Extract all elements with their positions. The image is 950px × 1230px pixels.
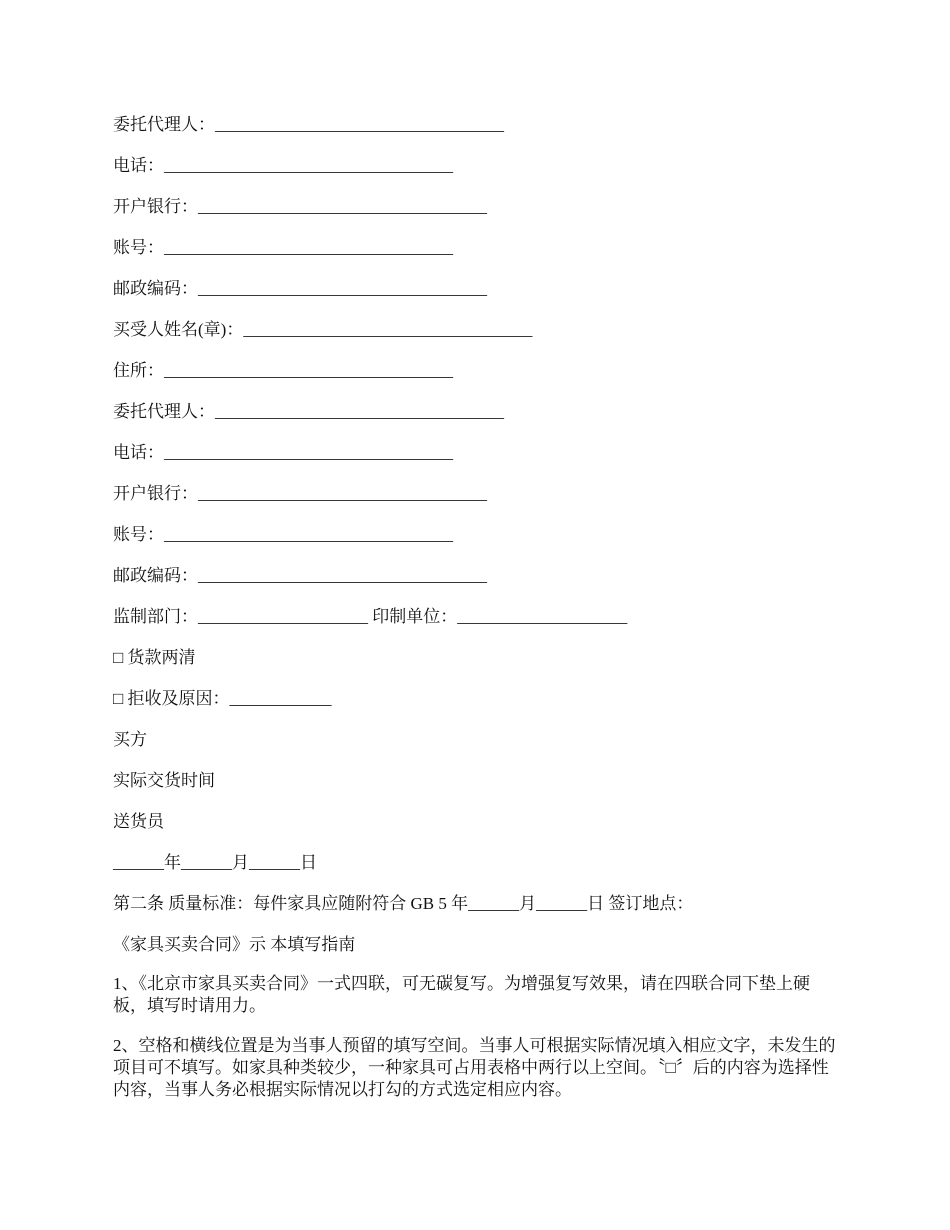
delivery-person-label: 送货员	[113, 812, 164, 831]
supervisor-printer-line: 监制部门：____________________ 印制单位：____________________	[113, 607, 628, 626]
agent-line: 委托代理人：__________________________________	[113, 402, 504, 421]
bank-line: 开户银行：__________________________________	[113, 484, 487, 503]
phone-line: 电话：__________________________________	[113, 443, 453, 462]
bank-line: 开户银行：__________________________________	[113, 197, 487, 216]
address-line: 住所：__________________________________	[113, 361, 453, 380]
guide-title: 《家具买卖合同》示 本填写指南	[113, 935, 356, 954]
reject-reason-checkbox-line: □ 拒收及原因：____________	[113, 689, 332, 708]
actual-delivery-time-label: 实际交货时间	[113, 771, 215, 790]
document-body	[113, 112, 838, 1119]
account-line: 账号：__________________________________	[113, 238, 453, 257]
date-line: ______年______月______日	[113, 853, 317, 872]
phone-line: 电话：__________________________________	[113, 156, 453, 175]
account-line: 账号：__________________________________	[113, 525, 453, 544]
payment-settled-checkbox-line: □ 货款两清	[113, 648, 196, 667]
buyer-name-line: 买受人姓名(章)：__________________________________	[113, 320, 533, 339]
postcode-line: 邮政编码：__________________________________	[113, 279, 487, 298]
guide-paragraph-2: 2、空格和横线位置是为当事人预留的填写空间。当事人可根据实际情况填入相应文字，未发生的项目可不填写。如家具种类较少，一种家具可占用表格中两行以上空间。〝□〞后的内容为选择性内容，当事人务必根据实际情况以打勾的方式选定相应内容。	[113, 1036, 836, 1099]
agent-line: 委托代理人：__________________________________	[113, 115, 504, 134]
guide-paragraph-1: 1、《北京市家具买卖合同》一式四联，可无碳复写。为增强复写效果，请在四联合同下垫上硬板，填写时请用力。	[113, 974, 810, 1015]
buyer-label: 买方	[113, 730, 147, 749]
quality-standard-line: 第二条 质量标准：每件家具应随附符合 GB 5 年______月______日 签订地点：	[113, 894, 694, 913]
postcode-line: 邮政编码：__________________________________	[113, 566, 487, 585]
